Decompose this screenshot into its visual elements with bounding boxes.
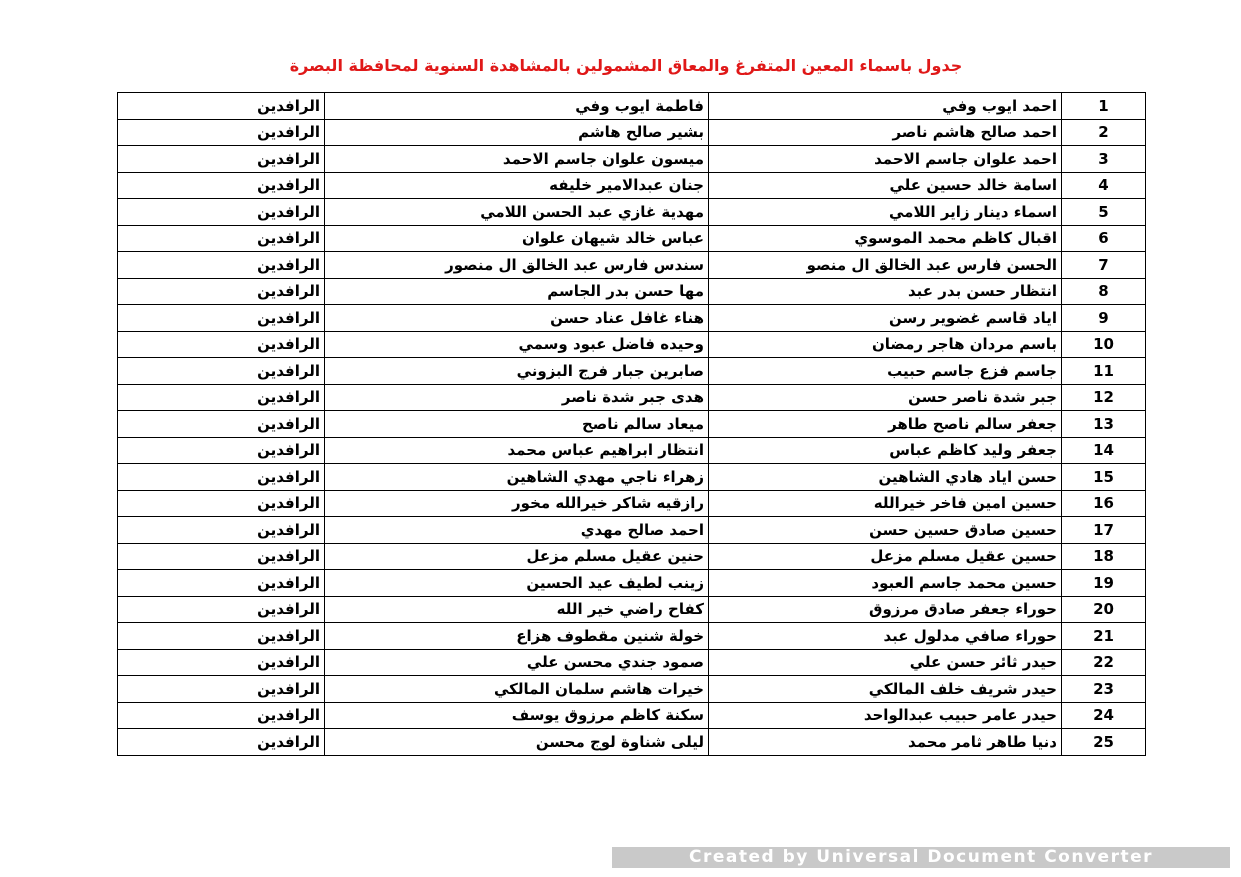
page-title: جدول باسماء المعين المتفرغ والمعاق المشمولين بالمشاهدة السنوية لمحافظة البصرة [289,56,963,75]
person-name-cell: جعفر سالم ناصح طاهر [709,411,1062,438]
bank-cell: الرافدين [118,570,325,597]
table-row [118,278,1146,305]
bank-cell: الرافدين [118,490,325,517]
spouse-name-cell: مها حسن بدر الجاسم [325,278,709,305]
spouse-name-cell: هدى جبر شدة ناصر [325,384,709,411]
spouse-name-cell: بشير صالح هاشم [325,119,709,146]
beneficiaries-table [117,92,1146,756]
spouse-name-cell: زينب لطيف عيد الحسين [325,570,709,597]
row-number-cell: 13 [1062,411,1146,438]
table-row [118,676,1146,703]
spouse-name-cell: عباس خالد شيهان علوان [325,225,709,252]
row-number-cell: 19 [1062,570,1146,597]
watermark: Created by Universal Document Converter [612,847,1230,868]
row-number-cell: 10 [1062,331,1146,358]
row-number-cell: 9 [1062,305,1146,332]
row-number-cell: 1 [1062,93,1146,120]
person-name-cell: اياد قاسم غضوير رسن [709,305,1062,332]
person-name-cell: حيدر عامر حبيب عبدالواحد [709,702,1062,729]
person-name-cell: احمد ايوب وفي [709,93,1062,120]
person-name-cell: الحسن فارس عبد الخالق ال منصو [709,252,1062,279]
bank-cell: الرافدين [118,331,325,358]
bank-cell: الرافدين [118,623,325,650]
spouse-name-cell: ميعاد سالم ناصح [325,411,709,438]
bank-cell: الرافدين [118,252,325,279]
person-name-cell: حسن اياد هادي الشاهين [709,464,1062,491]
person-name-cell: جاسم فزع جاسم حبيب [709,358,1062,385]
row-number-cell: 5 [1062,199,1146,226]
person-name-cell: باسم مردان هاجر رمضان [709,331,1062,358]
spouse-name-cell: هناء غافل عناد حسن [325,305,709,332]
spouse-name-cell: ميسون علوان جاسم الاحمد [325,146,709,173]
bank-cell: الرافدين [118,517,325,544]
table-row [118,543,1146,570]
table-row [118,464,1146,491]
table-row [118,172,1146,199]
person-name-cell: حوراء جعفر صادق مرزوق [709,596,1062,623]
spouse-name-cell: فاطمة ايوب وفي [325,93,709,120]
table-row [118,702,1146,729]
row-number-cell: 15 [1062,464,1146,491]
row-number-cell: 16 [1062,490,1146,517]
row-number-cell: 23 [1062,676,1146,703]
table-row [118,729,1146,756]
person-name-cell: حسين محمد جاسم العبود [709,570,1062,597]
spouse-name-cell: وحيده فاضل عبود وسمي [325,331,709,358]
spouse-name-cell: خولة شنين مقطوف هزاع [325,623,709,650]
bank-cell: الرافدين [118,437,325,464]
table-row [118,490,1146,517]
person-name-cell: اسماء دينار زاير اللامي [709,199,1062,226]
bank-cell: الرافدين [118,702,325,729]
person-name-cell: انتظار حسن بدر عبد [709,278,1062,305]
person-name-cell: حسين صادق حسين حسن [709,517,1062,544]
row-number-cell: 4 [1062,172,1146,199]
table-row [118,649,1146,676]
spouse-name-cell: مهدية غازي عبد الحسن اللامي [325,199,709,226]
table-row [118,93,1146,120]
spouse-name-cell: سندس فارس عبد الخالق ال منصور [325,252,709,279]
row-number-cell: 2 [1062,119,1146,146]
person-name-cell: جعفر وليد كاظم عباس [709,437,1062,464]
bank-cell: الرافدين [118,278,325,305]
person-name-cell: اقبال كاظم محمد الموسوي [709,225,1062,252]
person-name-cell: احمد صالح هاشم ناصر [709,119,1062,146]
table-row [118,570,1146,597]
bank-cell: الرافدين [118,119,325,146]
row-number-cell: 7 [1062,252,1146,279]
row-number-cell: 12 [1062,384,1146,411]
table-row [118,119,1146,146]
row-number-cell: 6 [1062,225,1146,252]
bank-cell: الرافدين [118,464,325,491]
table-body [118,93,1146,756]
person-name-cell: حيدر شريف خلف المالكي [709,676,1062,703]
bank-cell: الرافدين [118,676,325,703]
row-number-cell: 25 [1062,729,1146,756]
bank-cell: الرافدين [118,543,325,570]
table-row [118,411,1146,438]
bank-cell: الرافدين [118,596,325,623]
table-row [118,225,1146,252]
bank-cell: الرافدين [118,199,325,226]
person-name-cell: حوراء صافي مدلول عبد [709,623,1062,650]
spouse-name-cell: سكنة كاظم مرزوق يوسف [325,702,709,729]
bank-cell: الرافدين [118,225,325,252]
bank-cell: الرافدين [118,411,325,438]
row-number-cell: 24 [1062,702,1146,729]
row-number-cell: 17 [1062,517,1146,544]
table-row [118,596,1146,623]
bank-cell: الرافدين [118,729,325,756]
row-number-cell: 14 [1062,437,1146,464]
table-row [118,252,1146,279]
bank-cell: الرافدين [118,305,325,332]
table-row [118,199,1146,226]
bank-cell: الرافدين [118,172,325,199]
spouse-name-cell: ليلى شناوة لوج محسن [325,729,709,756]
spouse-name-cell: زهراء ناجي مهدي الشاهين [325,464,709,491]
row-number-cell: 11 [1062,358,1146,385]
spouse-name-cell: حنين عقيل مسلم مزعل [325,543,709,570]
row-number-cell: 18 [1062,543,1146,570]
table-row [118,331,1146,358]
row-number-cell: 8 [1062,278,1146,305]
bank-cell: الرافدين [118,649,325,676]
row-number-cell: 22 [1062,649,1146,676]
table-row [118,358,1146,385]
bank-cell: الرافدين [118,384,325,411]
bank-cell: الرافدين [118,358,325,385]
spouse-name-cell: كفاح راضي خير الله [325,596,709,623]
row-number-cell: 21 [1062,623,1146,650]
spouse-name-cell: انتظار ابراهيم عباس محمد [325,437,709,464]
spouse-name-cell: صمود جندي محسن علي [325,649,709,676]
person-name-cell: حسين عقيل مسلم مزعل [709,543,1062,570]
table-row [118,437,1146,464]
person-name-cell: حيدر ثائر حسن علي [709,649,1062,676]
table-row [118,305,1146,332]
spouse-name-cell: جنان عبدالامير خليفه [325,172,709,199]
person-name-cell: دنيا طاهر ثامر محمد [709,729,1062,756]
table-row [118,517,1146,544]
table-row [118,146,1146,173]
spouse-name-cell: احمد صالح مهدي [325,517,709,544]
bank-cell: الرافدين [118,146,325,173]
person-name-cell: جبر شدة ناصر حسن [709,384,1062,411]
table-row [118,384,1146,411]
person-name-cell: احمد علوان جاسم الاحمد [709,146,1062,173]
person-name-cell: اسامة خالد حسين علي [709,172,1062,199]
row-number-cell: 20 [1062,596,1146,623]
spouse-name-cell: خيرات هاشم سلمان المالكي [325,676,709,703]
row-number-cell: 3 [1062,146,1146,173]
person-name-cell: حسين امين فاخر خيرالله [709,490,1062,517]
table-row [118,623,1146,650]
spouse-name-cell: صابرين جبار فرج البزوني [325,358,709,385]
spouse-name-cell: رازقيه شاكر خيرالله مخور [325,490,709,517]
bank-cell: الرافدين [118,93,325,120]
